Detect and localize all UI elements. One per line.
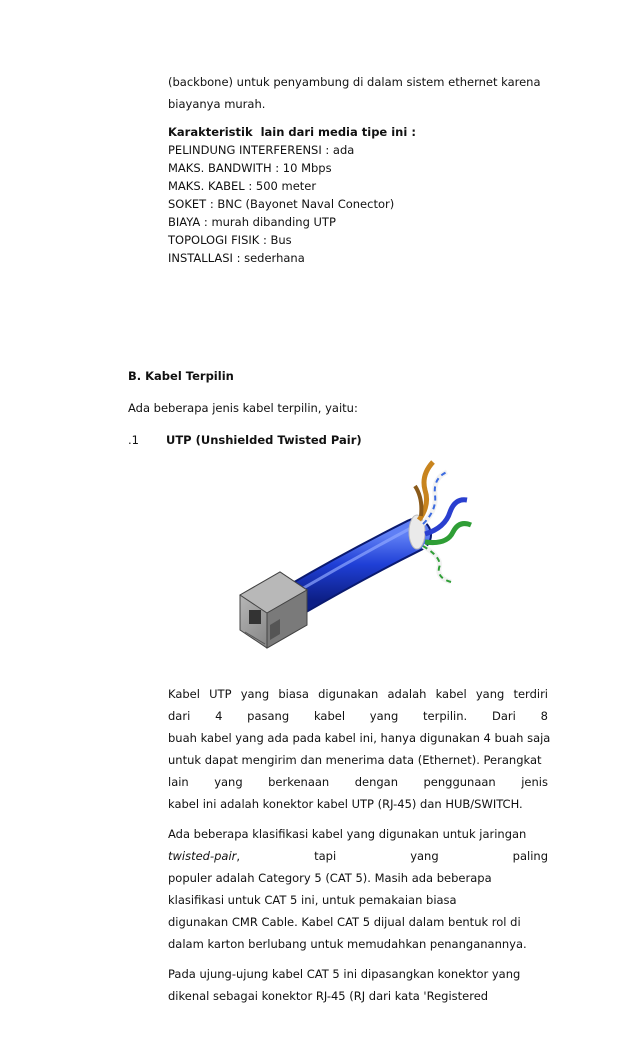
paragraph-line: untuk dapat mengirim dan menerima data (Ethernet). Perangkat: [168, 753, 542, 767]
intro-line: biayanya murah.: [168, 97, 266, 111]
paragraph-line: dikenal sebagai konektor RJ-45 (RJ dari kata 'Registered: [168, 989, 489, 1003]
characteristic-item: PELINDUNG INTERFERENSI : ada: [168, 143, 355, 157]
paragraph-line: Ada beberapa klasifikasi kabel yang digunakan untuk jaringan: [168, 827, 527, 841]
list-item-title: UTP (Unshielded Twisted Pair): [166, 433, 362, 447]
section-heading: B. Kabel Terpilin: [128, 369, 234, 383]
paragraph-line: dalam karton berlubang untuk memudahkan penanganannya.: [168, 937, 527, 951]
section-intro: Ada beberapa jenis kabel terpilin, yaitu:: [128, 401, 358, 415]
characteristic-item: MAKS. KABEL : 500 meter: [168, 179, 317, 193]
characteristic-item: BIAYA : murah dibanding UTP: [168, 215, 336, 229]
paragraph-line: dari 4 pasang kabel yang terpilin. Dari 8: [168, 709, 548, 723]
characteristics-heading: Karakteristik lain dari media tipe ini :: [168, 125, 416, 139]
paragraph-line: twisted-pair, tapi yang paling: [168, 849, 548, 863]
paragraph-line: Kabel UTP yang biasa digunakan adalah kabel yang terdiri: [168, 687, 548, 701]
characteristic-item: SOKET : BNC (Bayonet Naval Conector): [168, 197, 395, 211]
intro-line: (backbone) untuk penyambung di dalam sistem ethernet karena: [168, 75, 541, 89]
paragraph-line: digunakan CMR Cable. Kabel CAT 5 dijual dalam bentuk rol di: [168, 915, 521, 929]
list-item-number: .1: [128, 433, 139, 447]
characteristic-item: TOPOLOGI FISIK : Bus: [168, 233, 292, 247]
characteristic-item: INSTALLASI : sederhana: [168, 251, 305, 265]
characteristic-item: MAKS. BANDWITH : 10 Mbps: [168, 161, 332, 175]
paragraph-line: Pada ujung-ujung kabel CAT 5 ini dipasangkan konektor yang: [168, 967, 521, 981]
paragraph-line: buah kabel yang ada pada kabel ini, hanya digunakan 4 buah saja: [168, 731, 551, 745]
paragraph-line: kabel ini adalah konektor kabel UTP (RJ-45) dan HUB/SWITCH.: [168, 797, 523, 811]
paragraph-line: klasifikasi untuk CAT 5 ini, untuk pemakaian biasa: [168, 893, 457, 907]
utp-cable-image: [225, 450, 480, 655]
paragraph-line: lain yang berkenaan dengan penggunaan jenis: [168, 775, 548, 789]
paragraph-line: populer adalah Category 5 (CAT 5). Masih ada beberapa: [168, 871, 492, 885]
